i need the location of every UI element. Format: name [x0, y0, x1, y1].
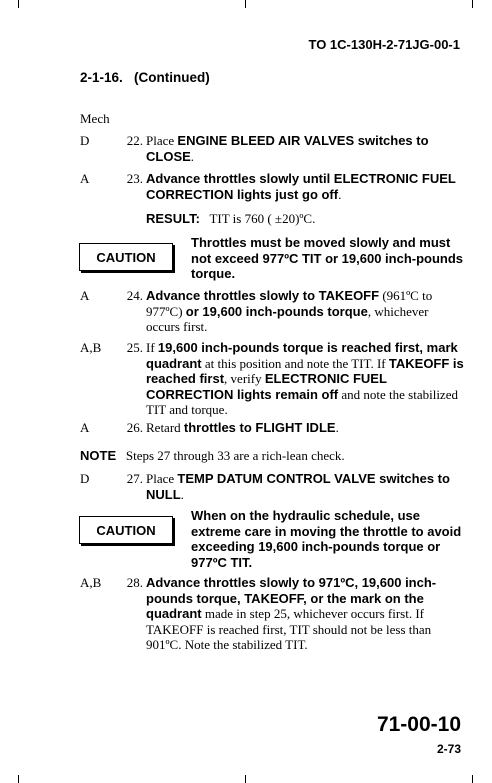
footer-chapter-code: 71-00-10: [376, 713, 461, 736]
crop-mark: [472, 775, 473, 783]
step-number: 22.: [126, 133, 143, 148]
section-heading: 2-1-16. (Continued): [80, 70, 210, 85]
step-text: If 19,600 inch-pounds torque is reached first, mark quadrant at this position and note the TIT. If TAKEOFF is reached first, verify ELECTRONIC FUEL CORRECTION lights remain off and note the stabilized TIT and torque.: [146, 340, 464, 417]
step-27: [80, 471, 465, 503]
step-25: [80, 340, 465, 418]
caution-box: CAUTION: [79, 516, 173, 544]
crop-mark: [472, 0, 473, 8]
caution-text: Throttles must be moved slowly and must not exceed 977ºC TIT or 19,600 inch-pounds torque.: [191, 235, 464, 281]
step-operator: A,B: [80, 340, 102, 355]
step-operator: D: [80, 133, 90, 148]
note-line: [80, 448, 345, 464]
step-number: 25.: [126, 340, 143, 355]
step-text: Advance throttles slowly until ELECTRONIC FUEL CORRECTION lights just go off.: [146, 171, 456, 202]
step-number: 27.: [126, 471, 143, 486]
step-operator: A: [80, 288, 90, 303]
step-number: 23.: [126, 171, 143, 186]
crop-mark: [245, 0, 246, 8]
result-label: RESULT:: [146, 211, 200, 226]
step-text: Advance throttles slowly to TAKEOFF (961ºC to 977ºC) or 19,600 inch-pounds torque, whichever occurs first.: [146, 288, 433, 334]
caution-text: When on the hydraulic schedule, use extreme care in moving the throttle to avoid exceeding 19,600 inch-pounds torque or 977ºC TIT.: [191, 508, 462, 570]
document-id: TO 1C-130H-2-71JG-00-1: [308, 37, 460, 52]
page-number: 2-73: [436, 742, 461, 756]
step-28: [80, 575, 465, 653]
note-text: Steps 27 through 33 are a rich-lean check.: [125, 448, 345, 463]
step-operator: D: [80, 471, 90, 486]
step-26: [80, 420, 465, 436]
step-22: [80, 133, 465, 165]
step-text: Advance throttles slowly to 971ºC, 19,600 inch-pounds torque, TAKEOFF, or the mark on the quadrant made in step 25, whichever occurs first. If TAKEOFF is reached first, TIT should not be less than 901ºC. Note the stabilized TIT.: [146, 575, 437, 652]
step-number: 26.: [126, 420, 143, 435]
note-label: NOTE: [80, 448, 117, 463]
result-text: TIT is 760 ( ±20)ºC.: [209, 211, 316, 226]
mech-column-label: Mech: [80, 111, 110, 126]
step-text: Place TEMP DATUM CONTROL VALVE switches to NULL.: [146, 471, 450, 502]
step-24: [80, 288, 465, 334]
step-23: [80, 171, 465, 203]
crop-mark: [18, 0, 19, 8]
step-text: Retard throttles to FLIGHT IDLE.: [146, 420, 339, 435]
crop-mark: [18, 775, 19, 783]
crop-mark: [245, 775, 246, 783]
step-number: 28.: [126, 575, 143, 590]
step-operator: A,B: [80, 575, 102, 590]
step-operator: A: [80, 420, 90, 435]
step-number: 24.: [126, 288, 143, 303]
caution-box: CAUTION: [79, 243, 173, 271]
step-operator: A: [80, 171, 90, 186]
step-text: Place ENGINE BLEED AIR VALVES switches to CLOSE.: [146, 133, 429, 164]
result-line: [146, 211, 315, 227]
